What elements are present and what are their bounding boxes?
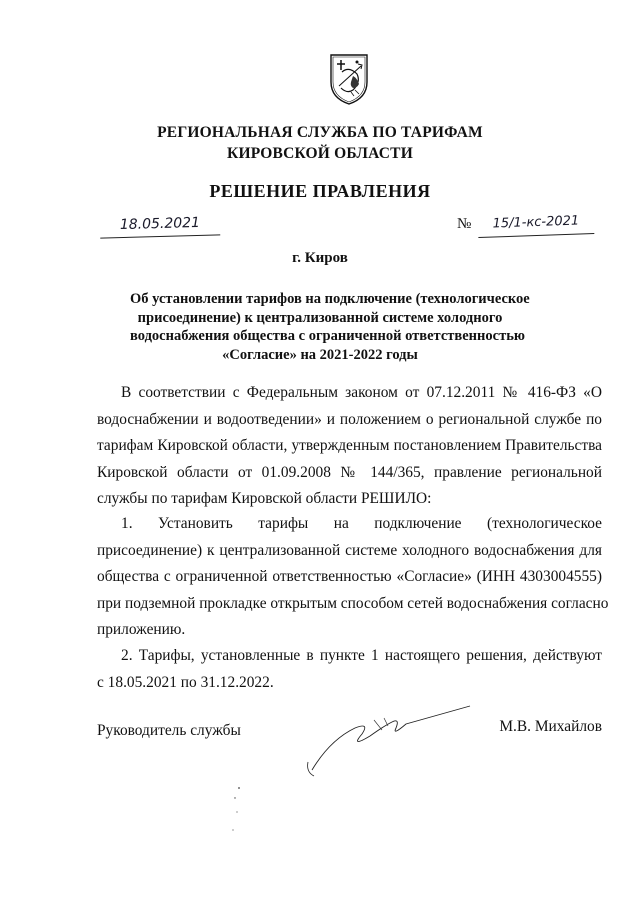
subject-line: Об установлении тарифов на подключение (технологическое (130, 291, 530, 307)
document-date: 18.05.2021 (100, 214, 221, 238)
paragraph-line: тарифам Кировской области, утвержденным постановлением Правительства (97, 437, 602, 454)
kirov-oblast-coat-of-arms-icon (327, 52, 371, 106)
document-subject (130, 290, 530, 364)
paragraph-item-2 (97, 643, 602, 696)
document-number-label: № (457, 216, 472, 232)
paragraph-line: Кировской области от 01.09.2008 № 144/365, правление региональной (97, 463, 602, 481)
paragraph-line: с 18.05.2021 по 31.12.2022. (97, 673, 274, 691)
paragraph-line: 2. Тарифы, установленные в пункте 1 настоящего решения, действуют (121, 647, 602, 664)
paragraph-item-1 (97, 511, 609, 644)
paragraph-line: присоединение) к централизованной системе холодного водоснабжения для (97, 541, 602, 559)
paragraph-line: при подземной прокладке открытым способом сетей водоснабжения согласно (97, 594, 609, 612)
paragraph-line: 1. Установить тарифы на подключение (технологическое (121, 515, 602, 532)
organization-name-line2: КИРОВСКОЙ ОБЛАСТИ (227, 145, 413, 162)
paragraph-line: приложению. (97, 621, 186, 638)
subject-line: водоснабжения общества с ограниченной ответственностью (130, 328, 525, 344)
scan-speck-marks-icon (225, 780, 265, 840)
paragraph-line: водоснабжении и водоотведении» и положением о региональной службе по (97, 410, 602, 428)
paragraph-line: общества с ограниченной ответственностью «Согласие» (ИНН 4303004555) (97, 568, 602, 585)
signatory-name: М.В. Михайлов (499, 718, 602, 735)
subject-line: «Согласие» на 2021-2022 годы (222, 346, 418, 363)
city: г. Киров (292, 250, 348, 266)
paragraph-line: службы по тарифам Кировской области РЕШИЛО: (97, 490, 432, 507)
paragraph-line: В соответствии с Федеральным законом от 07.12.2011 № 416-ФЗ «О (121, 384, 602, 401)
paragraph-preamble (97, 380, 602, 513)
handwritten-signature-icon (300, 700, 480, 780)
signatory-role: Руководитель службы (97, 722, 241, 739)
document-type-title: РЕШЕНИЕ ПРАВЛЕНИЯ (209, 181, 431, 201)
document-number: 15/1-кс-2021 (478, 213, 595, 238)
organization-name-line1: РЕГИОНАЛЬНАЯ СЛУЖБА ПО ТАРИФАМ (157, 124, 483, 141)
subject-line: присоединение) к централизованной системе холодного (137, 309, 503, 326)
